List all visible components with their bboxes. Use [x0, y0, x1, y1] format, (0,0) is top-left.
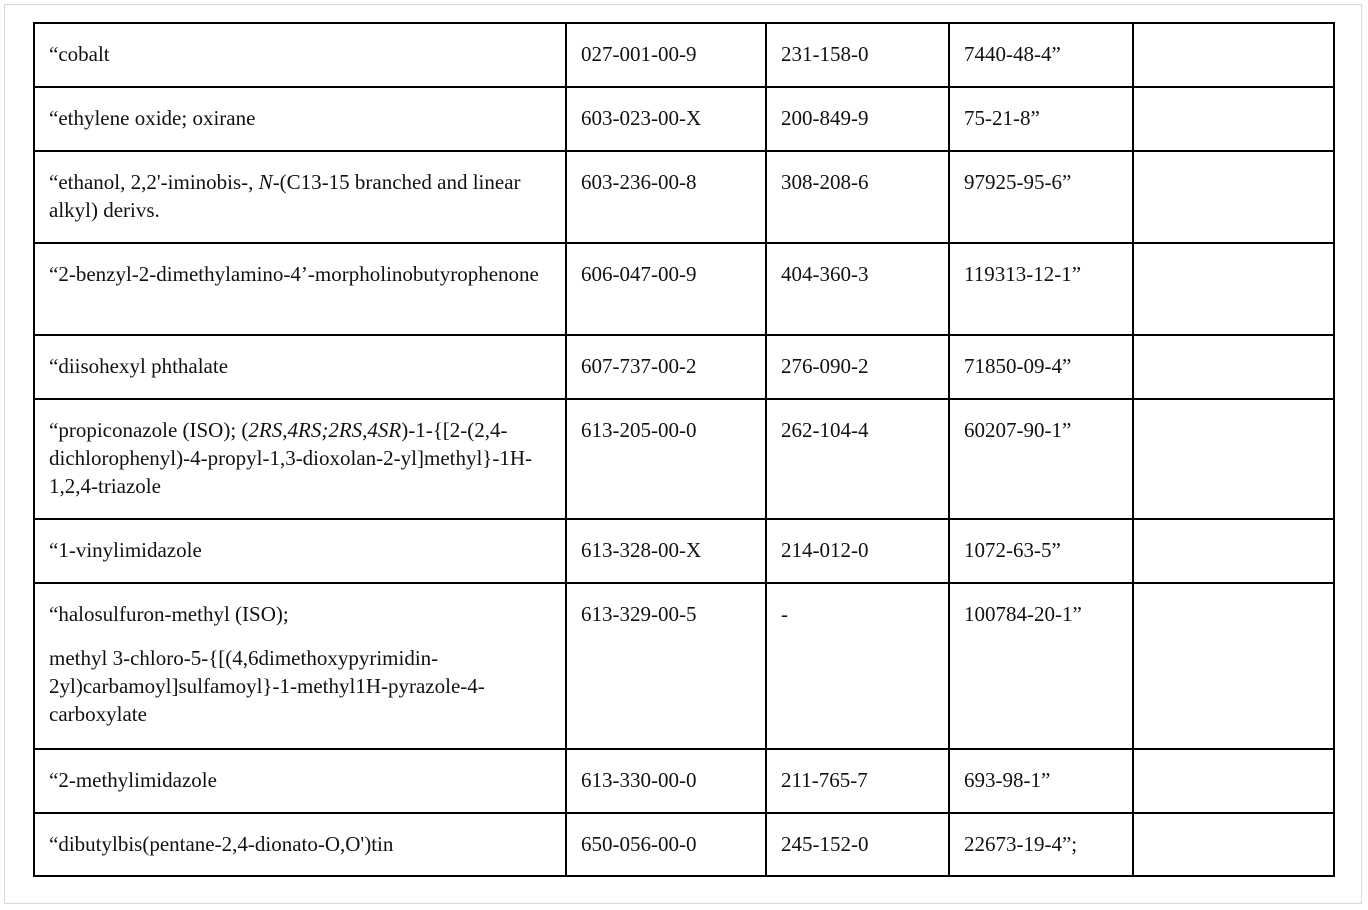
- substance-name-line: methyl 3-chloro-5-{[(4,6dimethoxypyrimidin-2yl)carbamoyl]sulfamoyl}-1-methyl1H-pyrazole-4-carboxylate: [49, 646, 485, 726]
- substance-name-part: )-1-{[2-(2,4-dichlorophenyl)-4-propyl-1,3-dioxolan-2-yl]methyl}-1H-1,2,4-triazole: [49, 418, 533, 498]
- substance-name: “1-vinylimidazole: [49, 538, 202, 562]
- substance-name-cell: [34, 151, 566, 243]
- substance-name-part: “ethanol, 2,2'-iminobis-,: [49, 170, 259, 194]
- cas-number-cell: 22673-19-4”;: [949, 813, 1133, 876]
- substance-name: “2-benzyl-2-dimethylamino-4’-morpholinobutyrophenone: [49, 262, 539, 286]
- empty-cell: [1133, 243, 1334, 335]
- substance-name-cell: [34, 335, 566, 399]
- substance-name: “ethylene oxide; oxirane: [49, 106, 256, 130]
- substance-name-part: “propiconazole (ISO); (: [49, 418, 249, 442]
- table-row: [34, 813, 1334, 876]
- substance-name-cell: [34, 583, 566, 749]
- substance-name-cell: [34, 519, 566, 583]
- table-row: [34, 87, 1334, 151]
- ec-number-cell: 214-012-0: [766, 519, 949, 583]
- table-row: [34, 151, 1334, 243]
- index-number-cell: 603-236-00-8: [566, 151, 766, 243]
- cas-number-cell: 97925-95-6”: [949, 151, 1133, 243]
- ec-number-cell: 231-158-0: [766, 23, 949, 87]
- ec-number-cell: 245-152-0: [766, 813, 949, 876]
- substance-name-cell: [34, 813, 566, 876]
- index-number-cell: 027-001-00-9: [566, 23, 766, 87]
- ec-number-cell: 211-765-7: [766, 749, 949, 813]
- substance-name-cell: [34, 23, 566, 87]
- table-row: [34, 399, 1334, 519]
- substance-name: “cobalt: [49, 42, 110, 66]
- index-number-cell: 603-023-00-X: [566, 87, 766, 151]
- index-number-cell: 613-205-00-0: [566, 399, 766, 519]
- substance-name-part: -(C13-15 branched and linear alkyl) derivs.: [49, 170, 521, 222]
- table-row: [34, 749, 1334, 813]
- ec-number-cell: 404-360-3: [766, 243, 949, 335]
- substance-name-italic: 2RS,4RS;2RS,4SR: [248, 418, 402, 442]
- substance-name-cell: [34, 87, 566, 151]
- empty-cell: [1133, 23, 1334, 87]
- index-number-cell: 650-056-00-0: [566, 813, 766, 876]
- substance-name: “diisohexyl phthalate: [49, 354, 229, 378]
- ec-number-cell: 276-090-2: [766, 335, 949, 399]
- substance-name-italic: N: [258, 170, 273, 194]
- cas-number-cell: 71850-09-4”: [949, 335, 1133, 399]
- index-number-cell: 613-328-00-X: [566, 519, 766, 583]
- empty-cell: [1133, 335, 1334, 399]
- ec-number-cell: 262-104-4: [766, 399, 949, 519]
- empty-cell: [1133, 399, 1334, 519]
- cas-number-cell: 1072-63-5”: [949, 519, 1133, 583]
- empty-cell: [1133, 813, 1334, 876]
- table-row: [34, 243, 1334, 335]
- table-row: [34, 23, 1334, 87]
- substance-name-line: “halosulfuron-methyl (ISO);: [49, 602, 289, 626]
- substance-name-cell: [34, 749, 566, 813]
- cas-number-cell: 100784-20-1”: [949, 583, 1133, 749]
- table-row: [34, 335, 1334, 399]
- ec-number-cell: 308-208-6: [766, 151, 949, 243]
- index-number-cell: 607-737-00-2: [566, 335, 766, 399]
- empty-cell: [1133, 151, 1334, 243]
- index-number-cell: 613-330-00-0: [566, 749, 766, 813]
- ec-number-cell: -: [766, 583, 949, 749]
- substance-table: [33, 22, 1335, 877]
- cas-number-cell: 75-21-8”: [949, 87, 1133, 151]
- cas-number-cell: 7440-48-4”: [949, 23, 1133, 87]
- table-row: [34, 583, 1334, 749]
- cas-number-cell: 119313-12-1”: [949, 243, 1133, 335]
- substance-name: “dibutylbis(pentane-2,4-dionato-O,O')tin: [49, 832, 394, 856]
- empty-cell: [1133, 583, 1334, 749]
- substance-name-cell: [34, 399, 566, 519]
- empty-cell: [1133, 749, 1334, 813]
- ec-number-cell: 200-849-9: [766, 87, 949, 151]
- index-number-cell: 613-329-00-5: [566, 583, 766, 749]
- cas-number-cell: 60207-90-1”: [949, 399, 1133, 519]
- cas-number-cell: 693-98-1”: [949, 749, 1133, 813]
- index-number-cell: 606-047-00-9: [566, 243, 766, 335]
- empty-cell: [1133, 87, 1334, 151]
- empty-cell: [1133, 519, 1334, 583]
- table-row: [34, 519, 1334, 583]
- substance-name: “2-methylimidazole: [49, 768, 217, 792]
- substance-name-cell: [34, 243, 566, 335]
